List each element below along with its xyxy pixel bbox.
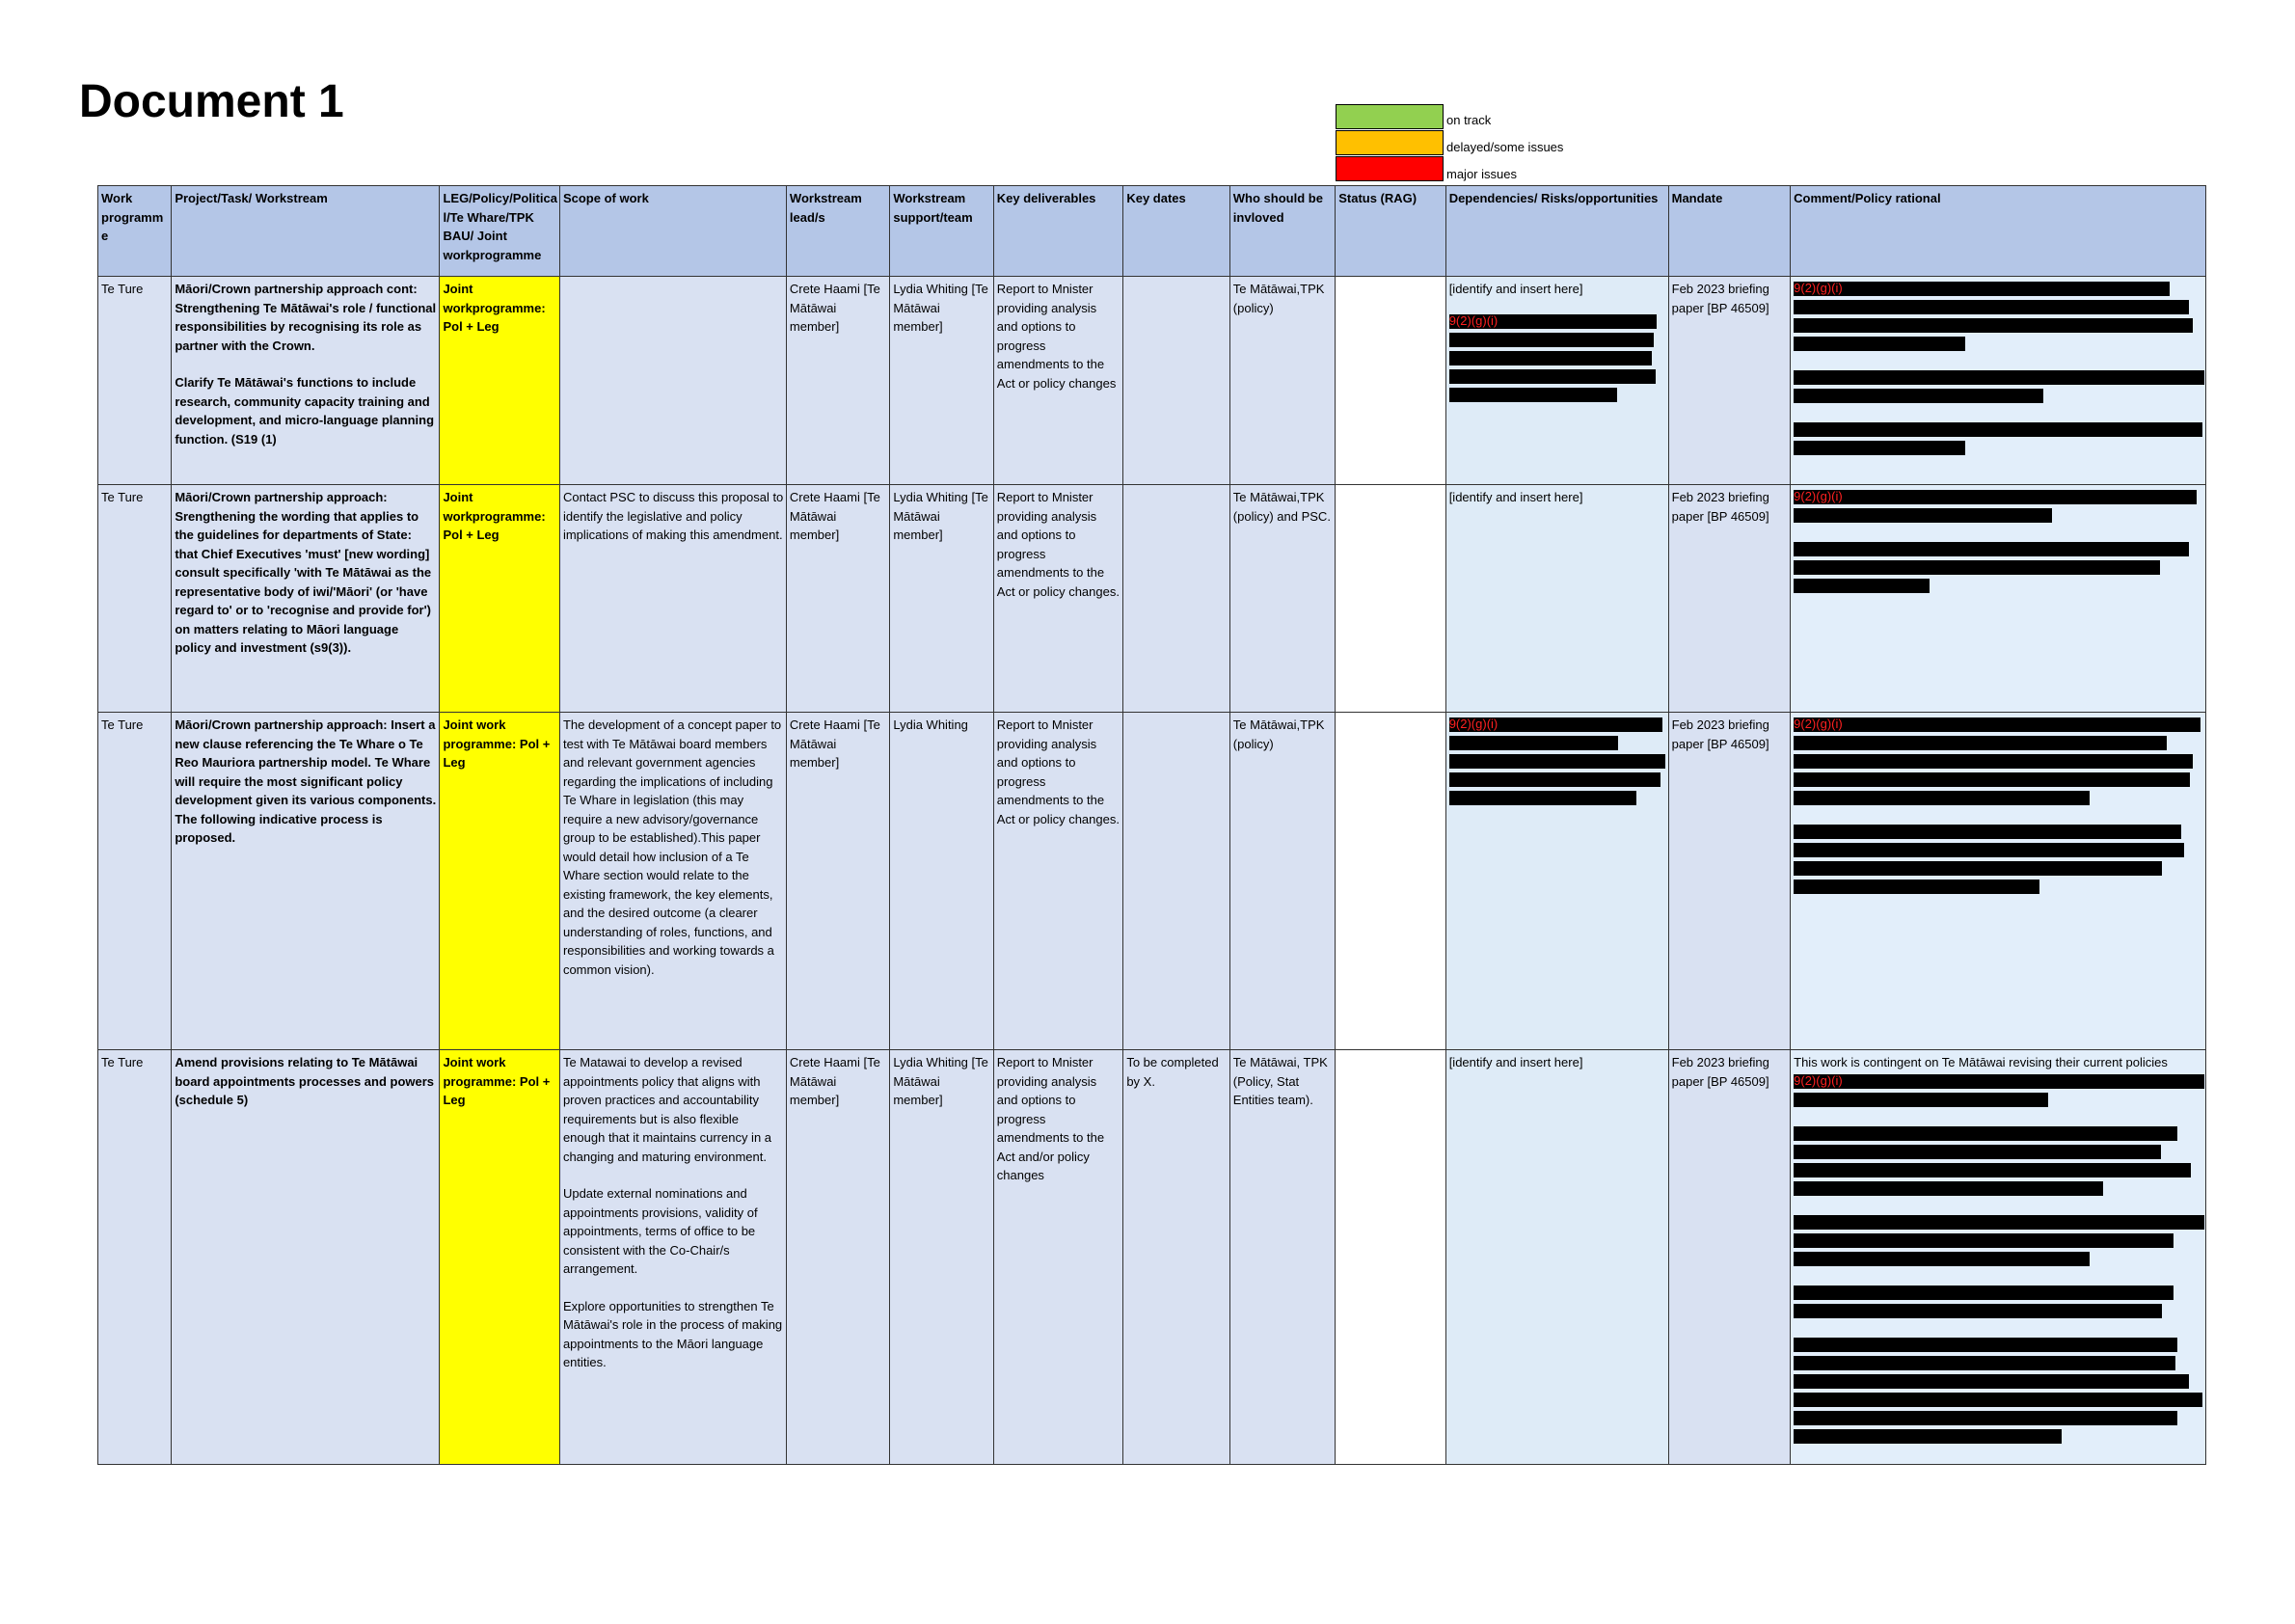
header-lead: Workstream lead/s — [786, 186, 889, 277]
cell-status — [1336, 713, 1445, 1050]
legend-label-on-track: on track — [1446, 113, 1492, 127]
cell-type: Joint work programme: Pol + Leg — [440, 713, 560, 1050]
cell-support: Lydia Whiting [Te Mātāwai member] — [890, 277, 993, 485]
redaction-block — [1794, 422, 2202, 437]
legend-swatch-on-track — [1336, 104, 1444, 129]
cell-deliverables: Report to Mnister providing analysis and options to progress amendments to the Act and/or policy changes — [993, 1050, 1123, 1465]
redaction-block — [1794, 717, 2200, 732]
cell-mandate: Feb 2023 briefing paper [BP 46509] — [1668, 485, 1791, 713]
cell-work-programme: Te Ture — [98, 485, 172, 713]
cell-mandate: Feb 2023 briefing paper [BP 46509] — [1668, 1050, 1791, 1465]
header-mandate: Mandate — [1668, 186, 1791, 277]
header-support: Workstream support/team — [890, 186, 993, 277]
redaction-block — [1794, 1252, 2090, 1266]
cell-scope — [559, 485, 786, 713]
redaction-code: 9(2)(g)(i) — [1448, 717, 1498, 731]
redaction-block — [1794, 560, 2160, 575]
project-text: Clarify Te Mātāwai's functions to include research, community capacity training and development, and micro-language planning function. (S19 (1) — [175, 375, 435, 447]
redaction-block — [1794, 441, 1965, 455]
redaction-block — [1794, 861, 2162, 876]
redaction-block — [1794, 1356, 2175, 1370]
scope-text: Te Matawai to develop a revised appointments policy that aligns with proven practices and accountability requirements but is also flexible enough that it maintains currency in a changing and maturing environment. — [562, 1055, 772, 1164]
header-work-programme: Work programme — [98, 186, 172, 277]
redaction-block — [1794, 1304, 2162, 1318]
project-text: Māori/Crown partnership approach: Insert a new clause referencing the Te Whare o Te Reo Mauriora partnership model. Te Whare will require the most significant policy development given its various components. The following indicative process is proposed. — [175, 717, 437, 845]
redaction-block — [1449, 791, 1636, 805]
cell-deliverables: Report to Mnister providing analysis and options to progress amendments to the Act or policy changes — [993, 277, 1123, 485]
cell-key-dates — [1123, 277, 1229, 485]
redaction-block — [1794, 508, 2052, 523]
cell-lead: Crete Haami [Te Mātāwai member] — [786, 1050, 889, 1465]
redaction-code: 9(2)(g)(i) — [1794, 281, 1843, 295]
cell-support: Lydia Whiting — [890, 713, 993, 1050]
scope-text: The development of a concept paper to test with Te Mātāwai board members and relevant government agencies regarding the implications of including Te Whare in legislation (this may require a new advisory/governance group to be established).This paper would detail how inclusion of a Te Whare section would relate to the existing framework, the key elements, and the desired outcome (a clearer understanding of roles, functions, and responsibilities and working towards a common vision). — [562, 717, 782, 977]
redaction-code: 9(2)(g)(i) — [1794, 1072, 1843, 1088]
redaction-block — [1794, 389, 2043, 403]
redaction-block — [1794, 1145, 2161, 1159]
header-status: Status (RAG) — [1336, 186, 1445, 277]
redaction-block — [1449, 314, 1657, 329]
redaction-block — [1794, 370, 2204, 385]
table-row — [98, 485, 2206, 713]
redaction-block — [1794, 542, 2189, 556]
redaction-block — [1794, 1411, 2177, 1425]
cell-project — [172, 485, 440, 713]
legend-label-major: major issues — [1446, 167, 1517, 181]
cell-work-programme: Te Ture — [98, 1050, 172, 1465]
redaction-block — [1449, 388, 1617, 402]
cell-dependencies — [1445, 1050, 1668, 1465]
cell-type: Joint workprogramme: Pol + Leg — [440, 485, 560, 713]
cell-who: Te Mātāwai,TPK (policy) and PSC. — [1229, 485, 1335, 713]
cell-deliverables: Report to Mnister providing analysis and options to progress amendments to the Act or policy changes. — [993, 713, 1123, 1050]
redaction-block — [1794, 282, 2170, 296]
header-type: LEG/Policy/Political/Te Whare/TPK BAU/ Joint workprogramme — [440, 186, 560, 277]
cell-key-dates: To be completed by X. — [1123, 1050, 1229, 1465]
header-comment: Comment/Policy rational — [1791, 186, 2206, 277]
dependencies-text: [identify and insert here] — [1448, 1055, 1583, 1069]
redaction-block — [1794, 754, 2193, 769]
cell-work-programme: Te Ture — [98, 713, 172, 1050]
cell-status — [1336, 277, 1445, 485]
cell-comment — [1791, 277, 2206, 485]
work-programme-table — [97, 185, 2206, 1465]
cell-project — [172, 713, 440, 1050]
cell-dependencies — [1445, 713, 1668, 1050]
document-title: Document 1 — [79, 76, 344, 127]
cell-support: Lydia Whiting [Te Mātāwai member] — [890, 1050, 993, 1465]
redaction-block — [1794, 1338, 2177, 1352]
redaction-block — [1794, 1429, 2062, 1444]
redaction-block — [1449, 333, 1654, 347]
cell-comment — [1791, 1050, 2206, 1465]
redaction-code: 9(2)(g)(i) — [1794, 489, 1843, 503]
table-header-row — [98, 186, 2206, 277]
redaction-block — [1794, 736, 2167, 750]
redaction-block — [1794, 1215, 2204, 1230]
redaction-block — [1794, 579, 1930, 593]
cell-comment — [1791, 485, 2206, 713]
cell-lead: Crete Haami [Te Mātāwai member] — [786, 485, 889, 713]
redaction-block — [1794, 880, 2039, 894]
cell-type: Joint workprogramme: Pol + Leg — [440, 277, 560, 485]
redaction-block — [1794, 1233, 2174, 1248]
redaction-block — [1794, 1093, 2048, 1107]
project-text: Amend provisions relating to Te Mātāwai board appointments processes and powers (schedule 5) — [175, 1055, 435, 1107]
redaction-block — [1794, 1074, 2204, 1089]
dependencies-text: [identify and insert here] — [1448, 282, 1583, 296]
redaction-block — [1794, 772, 2190, 787]
redaction-block — [1449, 772, 1660, 787]
legend-swatch-delayed — [1336, 130, 1444, 155]
redaction-block — [1794, 825, 2181, 839]
redaction-code: 9(2)(g)(i) — [1794, 717, 1843, 731]
redaction-block — [1449, 754, 1665, 769]
redaction-block — [1794, 1374, 2189, 1389]
cell-scope — [559, 1050, 786, 1465]
redaction-block — [1794, 300, 2189, 314]
cell-key-dates — [1123, 485, 1229, 713]
cell-who: Te Mātāwai,TPK (policy) — [1229, 277, 1335, 485]
scope-text: Contact PSC to discuss this proposal to identify the legislative and policy implications of making this amendment. — [562, 490, 784, 542]
redaction-block — [1794, 337, 1965, 351]
cell-project — [172, 277, 440, 485]
redaction-block — [1794, 490, 2197, 504]
cell-scope — [559, 277, 786, 485]
cell-who: Te Mātāwai, TPK (Policy, Stat Entities team). — [1229, 1050, 1335, 1465]
header-who: Who should be invloved — [1229, 186, 1335, 277]
table-row — [98, 713, 2206, 1050]
cell-scope — [559, 713, 786, 1050]
cell-dependencies — [1445, 485, 1668, 713]
dependencies-text: [identify and insert here] — [1448, 490, 1583, 504]
cell-comment — [1791, 713, 2206, 1050]
redaction-block — [1449, 717, 1662, 732]
header-key-dates: Key dates — [1123, 186, 1229, 277]
redaction-block — [1794, 791, 2090, 805]
cell-status — [1336, 1050, 1445, 1465]
scope-text: Update external nominations and appointments provisions, validity of appointments, terms of office to be consistent with the Co-Chair/s arrangement. — [562, 1186, 758, 1276]
legend-label-delayed: delayed/some issues — [1446, 140, 1564, 154]
header-dependencies: Dependencies/ Risks/opportunities — [1445, 186, 1668, 277]
cell-lead: Crete Haami [Te Mātāwai member] — [786, 277, 889, 485]
redaction-block — [1794, 1393, 2202, 1407]
redaction-block — [1794, 318, 2193, 333]
header-deliverables: Key deliverables — [993, 186, 1123, 277]
redaction-block — [1794, 1163, 2191, 1177]
redaction-block — [1449, 369, 1656, 384]
cell-support: Lydia Whiting [Te Mātāwai member] — [890, 485, 993, 713]
redaction-block — [1449, 736, 1618, 750]
cell-deliverables: Report to Mnister providing analysis and options to progress amendments to the Act or policy changes. — [993, 485, 1123, 713]
cell-dependencies — [1445, 277, 1668, 485]
table-row — [98, 277, 2206, 485]
cell-key-dates — [1123, 713, 1229, 1050]
comment-text: This work is contingent on Te Mātāwai revising their current policies — [1794, 1055, 2168, 1069]
redaction-code: 9(2)(g)(i) — [1448, 312, 1498, 328]
redaction-block — [1449, 351, 1652, 365]
table-row — [98, 1050, 2206, 1465]
legend-swatch-major — [1336, 156, 1444, 181]
redaction-block — [1794, 1181, 2103, 1196]
cell-project — [172, 1050, 440, 1465]
cell-work-programme: Te Ture — [98, 277, 172, 485]
scope-text: Explore opportunities to strengthen Te Mātāwai's role in the process of making appointments to the Māori language entities. — [562, 1298, 783, 1369]
cell-mandate: Feb 2023 briefing paper [BP 46509] — [1668, 713, 1791, 1050]
project-text: Māori/Crown partnership approach: Srengthening the wording that applies to the guidelines for departments of State: that Chief Executives 'must' [new wording] consult specifically 'with Te Mātāwai as the representative body of iwi/'Māori' (or 'have regard to' or to 'recognise and provide for') on matters relating to Māori language policy and investment (s9(3)). — [175, 490, 432, 655]
redaction-block — [1794, 1126, 2177, 1141]
redaction-block — [1794, 1286, 2174, 1300]
cell-status — [1336, 485, 1445, 713]
cell-who: Te Mātāwai,TPK (policy) — [1229, 713, 1335, 1050]
cell-mandate: Feb 2023 briefing paper [BP 46509] — [1668, 277, 1791, 485]
cell-type: Joint work programme: Pol + Leg — [440, 1050, 560, 1465]
header-project: Project/Task/ Workstream — [172, 186, 440, 277]
project-text: Māori/Crown partnership approach cont: Strengthening Te Mātāwai's role / functional responsibilities by recognising its role as partner with the Crown. — [175, 282, 437, 353]
header-scope: Scope of work — [559, 186, 786, 277]
cell-lead: Crete Haami [Te Mātāwai member] — [786, 713, 889, 1050]
redaction-block — [1794, 843, 2184, 857]
